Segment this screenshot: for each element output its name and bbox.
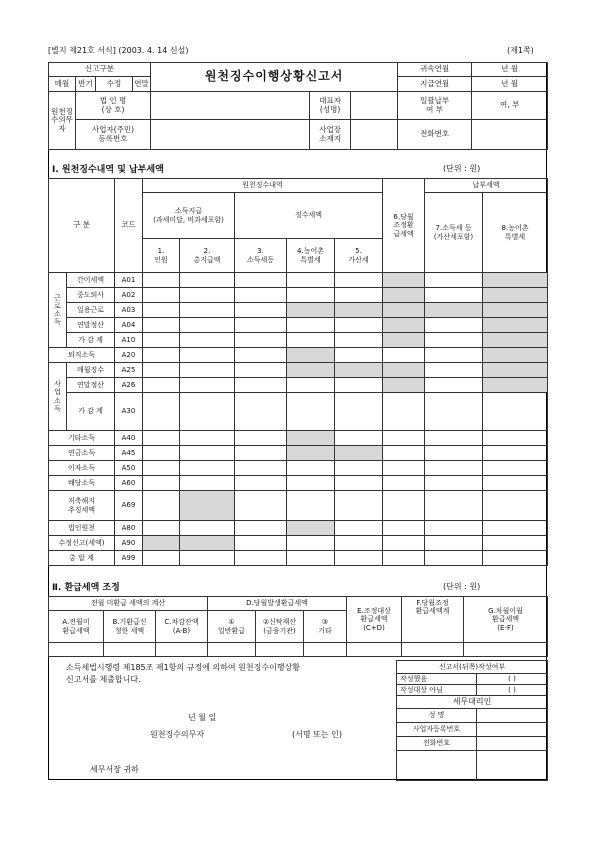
- declaration-text: 소득세법시행령 제185조 제1항의 규정에 의하여 원천징수이행상황 신고서를 제출합니다.: [66, 663, 300, 685]
- row-code: A30: [115, 393, 143, 431]
- row-cell[interactable]: [383, 273, 425, 288]
- row-cell[interactable]: [425, 303, 483, 318]
- row-cell[interactable]: [483, 288, 548, 303]
- row-label: 일용근로: [67, 303, 115, 318]
- row-cell[interactable]: [425, 431, 483, 446]
- class-option-amend[interactable]: 수정: [96, 77, 133, 92]
- row-cell[interactable]: [143, 303, 180, 318]
- side-blank-right: [477, 751, 548, 781]
- col-pay-rural: 8.농어촌 특별세: [483, 193, 548, 273]
- row-cell[interactable]: [287, 536, 335, 551]
- row-cell[interactable]: [483, 393, 548, 431]
- row-cell[interactable]: [335, 288, 383, 303]
- row-label: 연금소득: [49, 446, 115, 461]
- row-label: 가 감 계: [67, 393, 115, 431]
- row-code: A90: [115, 536, 143, 551]
- row-cell[interactable]: [143, 378, 180, 393]
- row-cell[interactable]: [425, 536, 483, 551]
- side-notdone: 작성대상 아님: [397, 685, 477, 696]
- row-cell[interactable]: [335, 491, 383, 521]
- refund-e-header: E.조정대상 환급세액 (C+D): [347, 597, 402, 643]
- row-cell[interactable]: [425, 273, 483, 288]
- declaration-sign[interactable]: (서명 또는 인): [292, 730, 342, 739]
- withholding-table: [48, 178, 548, 566]
- row-cell[interactable]: [143, 551, 180, 566]
- row-code: A03: [115, 303, 143, 318]
- row-cell[interactable]: [235, 363, 287, 378]
- withholding-row: [49, 461, 548, 476]
- withholding-row: [49, 348, 548, 363]
- row-cell[interactable]: [180, 431, 235, 446]
- group-business: 사 업 소 득: [49, 363, 67, 431]
- row-cell[interactable]: [235, 446, 287, 461]
- withholding-row: [49, 536, 548, 551]
- row-cell[interactable]: [383, 476, 425, 491]
- withholding-row: [49, 288, 548, 303]
- row-label: 배당소득: [49, 476, 115, 491]
- row-cell[interactable]: [335, 476, 383, 491]
- declaration-agent: 원천징수의무자: [150, 730, 205, 739]
- side-tel-label: 전화번호: [397, 737, 477, 751]
- col-adjust: 6.당월 조정환 급세액: [383, 179, 425, 273]
- row-cell[interactable]: [143, 431, 180, 446]
- row-cell[interactable]: [287, 378, 335, 393]
- rep-label: 대표자 (성명): [310, 92, 351, 120]
- row-cell[interactable]: [287, 431, 335, 446]
- withholding-row: [49, 393, 548, 431]
- withholding-row: [49, 476, 548, 491]
- col-persons: 1. 인원: [143, 239, 180, 273]
- row-cell[interactable]: [383, 303, 425, 318]
- tax-office: 세무서장 귀하: [90, 765, 139, 774]
- row-cell[interactable]: [180, 476, 235, 491]
- col-penalty: 5. 가산세: [335, 239, 383, 273]
- row-cell[interactable]: [335, 521, 383, 536]
- row-cell[interactable]: [180, 393, 235, 431]
- row-cell[interactable]: [235, 431, 287, 446]
- row-cell[interactable]: [383, 378, 425, 393]
- row-cell[interactable]: [425, 476, 483, 491]
- row-cell[interactable]: [143, 273, 180, 288]
- side-done-check[interactable]: ( ): [477, 674, 548, 685]
- refund-d1-header: ① 일반환급: [208, 611, 256, 643]
- row-cell[interactable]: [425, 521, 483, 536]
- refund-a-value[interactable]: [49, 643, 104, 657]
- row-code: A40: [115, 431, 143, 446]
- row-cell[interactable]: [235, 318, 287, 333]
- side-done: 작성했음: [397, 674, 477, 685]
- row-cell[interactable]: [180, 273, 235, 288]
- row-cell[interactable]: [235, 333, 287, 348]
- class-option-half[interactable]: 반기: [76, 77, 96, 92]
- col-income: 소득지급 (과세미달, 비과세포함): [143, 193, 235, 239]
- row-cell[interactable]: [425, 318, 483, 333]
- withholding-row: [49, 446, 548, 461]
- row-cell[interactable]: [483, 348, 548, 363]
- row-cell[interactable]: [383, 551, 425, 566]
- refund-d2-header: ②신탁재산 (금융기관): [256, 611, 304, 643]
- row-cell[interactable]: [483, 491, 548, 521]
- row-cell[interactable]: [287, 461, 335, 476]
- withholding-row: [49, 303, 548, 318]
- row-label: 연말정산: [67, 318, 115, 333]
- bizno-value[interactable]: [151, 120, 310, 150]
- row-cell[interactable]: [287, 348, 335, 363]
- row-cell[interactable]: [483, 273, 548, 288]
- col-pay: 납부세액: [425, 179, 548, 193]
- row-cell[interactable]: [287, 333, 335, 348]
- row-cell[interactable]: [335, 446, 383, 461]
- row-cell[interactable]: [235, 303, 287, 318]
- col-total-paid: 2. 총지급액: [180, 239, 235, 273]
- rep-value[interactable]: [351, 92, 398, 120]
- corp-label: 법 인 명 (상 호): [76, 92, 151, 120]
- col-tax: 징수세액: [235, 193, 383, 239]
- row-cell[interactable]: [383, 363, 425, 378]
- row-cell[interactable]: [180, 288, 235, 303]
- withholding-row: [49, 551, 548, 566]
- col-gubun: 구 분: [49, 179, 115, 273]
- row-cell[interactable]: [335, 318, 383, 333]
- bizno-label: 사업자(주민) 등록번호: [76, 120, 151, 150]
- refund-a-header: A.전월미 환급세액: [49, 611, 104, 643]
- row-cell[interactable]: [287, 476, 335, 491]
- row-cell[interactable]: [335, 303, 383, 318]
- refund-d3-header: ③ 기타: [304, 611, 347, 643]
- row-cell[interactable]: [143, 363, 180, 378]
- row-cell[interactable]: [235, 288, 287, 303]
- row-cell[interactable]: [180, 303, 235, 318]
- belong-label: 귀속연월: [398, 63, 472, 77]
- withholding-row: [49, 363, 548, 378]
- row-cell[interactable]: [483, 521, 548, 536]
- row-cell[interactable]: [235, 551, 287, 566]
- row-cell[interactable]: [483, 536, 548, 551]
- row-cell[interactable]: [383, 446, 425, 461]
- class-option-yearend[interactable]: 연말: [133, 77, 151, 92]
- lump-label: 일괄납부 여 부: [398, 92, 472, 120]
- row-cell[interactable]: [335, 273, 383, 288]
- row-cell[interactable]: [483, 551, 548, 566]
- refund-d2-value[interactable]: [256, 643, 304, 657]
- row-cell[interactable]: [287, 393, 335, 431]
- withholding-row: [49, 318, 548, 333]
- row-label: 간이세액: [67, 273, 115, 288]
- phone-value[interactable]: [472, 120, 548, 150]
- row-code: A60: [115, 476, 143, 491]
- row-cell[interactable]: [335, 348, 383, 363]
- refund-c-header: C.차감잔액 (A-B): [156, 611, 208, 643]
- row-cell[interactable]: [180, 333, 235, 348]
- row-cell[interactable]: [383, 348, 425, 363]
- refund-c-value[interactable]: [156, 643, 208, 657]
- row-cell[interactable]: [180, 378, 235, 393]
- row-cell[interactable]: [287, 446, 335, 461]
- row-cell[interactable]: [483, 476, 548, 491]
- side-proxy: 세무대리인: [397, 696, 548, 709]
- row-cell[interactable]: [235, 273, 287, 288]
- row-cell[interactable]: [143, 521, 180, 536]
- row-cell[interactable]: [180, 363, 235, 378]
- row-label: 수정신고(세액): [49, 536, 115, 551]
- row-code: A01: [115, 273, 143, 288]
- col-pay-tax: 7.소득세 등 (가산세포함): [425, 193, 483, 273]
- withholding-row: [49, 273, 548, 288]
- row-code: A69: [115, 491, 143, 521]
- addr-value[interactable]: [351, 120, 398, 150]
- row-cell[interactable]: [235, 491, 287, 521]
- row-cell[interactable]: [425, 363, 483, 378]
- refund-d1-value[interactable]: [208, 643, 256, 657]
- row-cell[interactable]: [287, 273, 335, 288]
- row-code: A04: [115, 318, 143, 333]
- refund-b-value[interactable]: [104, 643, 156, 657]
- row-cell[interactable]: [143, 536, 180, 551]
- belong-value[interactable]: 년 월: [472, 63, 548, 77]
- row-code: A50: [115, 461, 143, 476]
- row-cell[interactable]: [483, 431, 548, 446]
- row-cell[interactable]: [383, 333, 425, 348]
- row-label: 연말정산: [67, 378, 115, 393]
- row-cell[interactable]: [287, 521, 335, 536]
- side-box: [396, 660, 548, 781]
- row-label: 총 합 계: [49, 551, 115, 566]
- row-cell[interactable]: [383, 461, 425, 476]
- row-cell[interactable]: [235, 536, 287, 551]
- row-cell[interactable]: [180, 521, 235, 536]
- row-cell[interactable]: [143, 348, 180, 363]
- row-cell[interactable]: [335, 551, 383, 566]
- withholding-row: [49, 431, 548, 446]
- row-label: 이자소득: [49, 461, 115, 476]
- row-cell[interactable]: [180, 461, 235, 476]
- row-cell[interactable]: [235, 393, 287, 431]
- refund-prev-header: 전월 미환급 세액의 계산: [49, 597, 208, 611]
- side-reg-label: 사업자등록번호: [397, 723, 477, 737]
- withholding-row: [49, 378, 548, 393]
- section1-title: Ⅰ. 원천징수내역 및 납부세액: [52, 165, 164, 175]
- row-cell[interactable]: [335, 431, 383, 446]
- row-cell[interactable]: [383, 318, 425, 333]
- row-cell[interactable]: [335, 393, 383, 431]
- row-cell[interactable]: [383, 491, 425, 521]
- refund-table: [48, 596, 548, 657]
- row-cell[interactable]: [425, 393, 483, 431]
- col-income-tax: 3. 소득세등: [235, 239, 287, 273]
- withholding-row: [49, 521, 548, 536]
- refund-f-value[interactable]: [402, 643, 464, 657]
- agent-label: 원천징수의무자: [49, 92, 76, 150]
- row-code: A02: [115, 288, 143, 303]
- group-labor: 근 로 소 득: [49, 273, 67, 348]
- row-cell[interactable]: [180, 348, 235, 363]
- side-blank-left: [397, 751, 477, 781]
- row-cell[interactable]: [143, 318, 180, 333]
- declaration-date[interactable]: 년 월 일: [188, 713, 217, 722]
- row-code: A26: [115, 378, 143, 393]
- row-label: 가 감 계: [67, 333, 115, 348]
- row-cell[interactable]: [383, 431, 425, 446]
- row-code: A10: [115, 333, 143, 348]
- row-cell[interactable]: [483, 461, 548, 476]
- row-cell[interactable]: [235, 461, 287, 476]
- header-table: [48, 62, 548, 150]
- section2-title: Ⅱ. 환급세액 조정: [52, 583, 120, 593]
- row-cell[interactable]: [383, 536, 425, 551]
- refund-b-header: B.기환급신 청한 세액: [104, 611, 156, 643]
- withholding-row: [49, 333, 548, 348]
- row-cell[interactable]: [383, 521, 425, 536]
- row-cell[interactable]: [143, 393, 180, 431]
- row-cell[interactable]: [335, 461, 383, 476]
- row-cell[interactable]: [287, 363, 335, 378]
- withholding-row: [49, 491, 548, 521]
- row-cell[interactable]: [287, 288, 335, 303]
- row-cell[interactable]: [383, 288, 425, 303]
- section1-unit: (단위 : 원): [443, 164, 481, 173]
- row-cell[interactable]: [287, 551, 335, 566]
- phone-label: 전화번호: [398, 120, 472, 150]
- side-notdone-check[interactable]: ( ): [477, 685, 548, 696]
- row-cell[interactable]: [483, 363, 548, 378]
- row-cell[interactable]: [287, 318, 335, 333]
- row-cell[interactable]: [143, 476, 180, 491]
- row-code: A25: [115, 363, 143, 378]
- row-cell[interactable]: [287, 491, 335, 521]
- row-cell[interactable]: [425, 333, 483, 348]
- row-label: 퇴직소득: [49, 348, 115, 363]
- row-cell[interactable]: [180, 318, 235, 333]
- row-cell[interactable]: [335, 378, 383, 393]
- row-cell[interactable]: [235, 476, 287, 491]
- class-label: 신고구분: [49, 63, 151, 77]
- row-cell[interactable]: [383, 393, 425, 431]
- row-label: 매월징수: [67, 363, 115, 378]
- row-cell[interactable]: [180, 551, 235, 566]
- form-title: 원천징수이행상황신고서: [151, 63, 398, 92]
- row-code: A20: [115, 348, 143, 363]
- page-number: (제1쪽): [507, 46, 534, 55]
- row-cell[interactable]: [483, 446, 548, 461]
- row-cell[interactable]: [425, 378, 483, 393]
- row-cell[interactable]: [180, 491, 235, 521]
- row-label: 기타소득: [49, 431, 115, 446]
- section2-unit: (단위 : 원): [443, 582, 481, 591]
- row-label: 중도퇴사: [67, 288, 115, 303]
- side-tel-value[interactable]: [477, 737, 548, 751]
- row-cell[interactable]: [143, 333, 180, 348]
- row-cell[interactable]: [425, 551, 483, 566]
- col-detail: 원천징수내역: [143, 179, 383, 193]
- pay-value[interactable]: 년 월: [472, 77, 548, 92]
- refund-e-value[interactable]: [347, 643, 402, 657]
- row-cell[interactable]: [483, 333, 548, 348]
- row-cell[interactable]: [483, 378, 548, 393]
- row-cell[interactable]: [235, 378, 287, 393]
- row-cell[interactable]: [235, 521, 287, 536]
- refund-d-header: D.당월발생환급세액: [208, 597, 347, 611]
- pay-label: 지급연월: [398, 77, 472, 92]
- row-cell[interactable]: [335, 536, 383, 551]
- refund-f-header: F.당월조정 환급세액계: [402, 597, 464, 643]
- row-cell[interactable]: [483, 318, 548, 333]
- row-cell[interactable]: [143, 491, 180, 521]
- lump-value[interactable]: 여, 부: [472, 92, 548, 120]
- row-label: 저축해지 추징세액: [49, 491, 115, 521]
- col-rural-tax: 4.농어촌 특별세: [287, 239, 335, 273]
- row-cell[interactable]: [180, 536, 235, 551]
- row-code: A80: [115, 521, 143, 536]
- refund-g-header: G.차월이월 환급세액 (E-F): [464, 597, 548, 643]
- class-option-monthly[interactable]: 매월: [49, 77, 76, 92]
- refund-d3-value[interactable]: [304, 643, 347, 657]
- row-code: A45: [115, 446, 143, 461]
- refund-g-value[interactable]: [464, 643, 548, 657]
- addr-label: 사업장 소재지: [310, 120, 351, 150]
- corp-value[interactable]: [151, 92, 310, 120]
- row-label: 법인원천: [49, 521, 115, 536]
- row-cell[interactable]: [483, 303, 548, 318]
- row-cell[interactable]: [235, 348, 287, 363]
- row-cell[interactable]: [335, 363, 383, 378]
- form-number: [별지 제21호 서식] (2003. 4. 14 신설): [48, 46, 189, 55]
- row-cell[interactable]: [425, 461, 483, 476]
- row-cell[interactable]: [143, 446, 180, 461]
- side-name-value[interactable]: [477, 709, 548, 723]
- side-title: 신고서(뒤쪽)작성여부: [397, 661, 548, 674]
- side-name-label: 성 명: [397, 709, 477, 723]
- row-cell[interactable]: [287, 303, 335, 318]
- col-code: 코드: [115, 179, 143, 273]
- row-cell[interactable]: [143, 461, 180, 476]
- side-reg-value[interactable]: [477, 723, 548, 737]
- row-cell[interactable]: [425, 446, 483, 461]
- row-cell[interactable]: [425, 288, 483, 303]
- row-cell[interactable]: [335, 333, 383, 348]
- row-code: A99: [115, 551, 143, 566]
- row-cell[interactable]: [425, 491, 483, 521]
- row-cell[interactable]: [180, 446, 235, 461]
- row-cell[interactable]: [143, 288, 180, 303]
- row-cell[interactable]: [425, 348, 483, 363]
